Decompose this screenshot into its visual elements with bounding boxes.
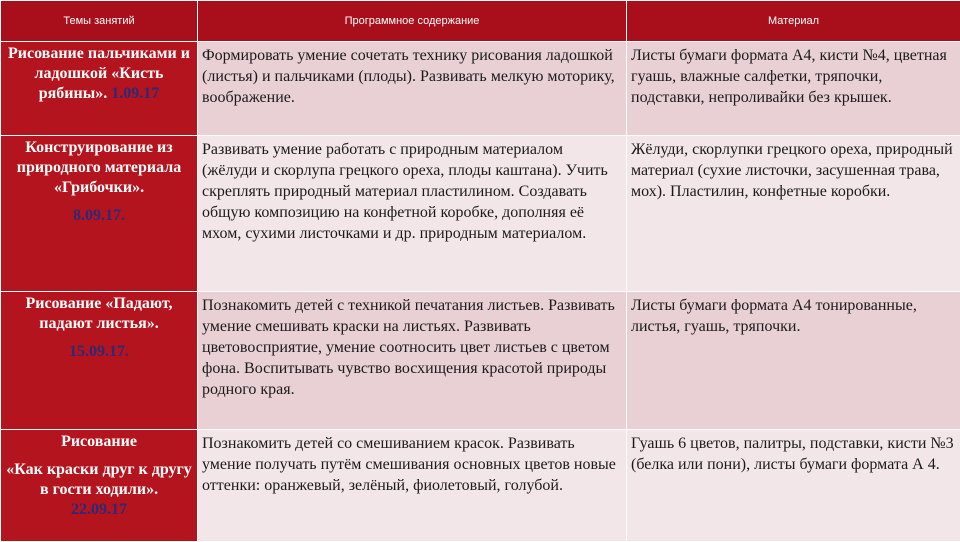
topic-date: 22.09.17 bbox=[5, 500, 193, 520]
table-row bbox=[1, 292, 960, 430]
topic-date: 8.09.17. bbox=[5, 206, 193, 226]
content-cell: Познакомить детей со смешиванием красок. Развивать умение получать путём смешивания основных цветов новые оттенки: оранжевый, зелёный, фиолетовый, голубой. bbox=[198, 430, 627, 542]
material-cell: Жёлуди, скорлупки грецкого ореха, природный материал (сухие листочки, засушенная трава, мох). Пластилин, конфетные коробки. bbox=[627, 136, 960, 292]
header-row bbox=[1, 1, 960, 42]
topic-cell bbox=[1, 292, 198, 430]
header-topic: Темы занятий bbox=[1, 1, 198, 42]
table-row bbox=[1, 136, 960, 292]
material-cell: Гуашь 6 цветов, палитры, подставки, кисти №3 (белка или пони), листы бумаги формата А 4. bbox=[627, 430, 960, 542]
header-material: Материал bbox=[627, 1, 960, 42]
table-row bbox=[1, 430, 960, 542]
header-content: Программное содержание bbox=[198, 1, 627, 42]
topic-title: Рисование пальчиками и ладошкой «Кисть рябины». bbox=[8, 45, 190, 102]
topic-heading: Рисование bbox=[5, 432, 193, 452]
material-cell: Листы бумаги формата А4, кисти №4, цветная гуашь, влажные салфетки, тряпочки, подставки, непроливайки без крышек. bbox=[627, 42, 960, 136]
topic-cell bbox=[1, 136, 198, 292]
material-cell: Листы бумаги формата А4 тонированные, листья, гуашь, тряпочки. bbox=[627, 292, 960, 430]
table-row bbox=[1, 42, 960, 136]
content-cell: Познакомить детей с техникой печатания листьев. Развивать умение смешивать краски на листьях. Развивать цветовосприятие, умение соотносить цвет листьев с цветом фона. Воспитывать чувство восхищения красотой природы родного края. bbox=[198, 292, 627, 430]
topic-cell bbox=[1, 42, 198, 136]
topic-date: 15.09.17. bbox=[5, 342, 193, 362]
content-cell: Развивать умение работать с природным материалом (жёлуди и скорлупа грецкого ореха, плоды каштана). Учить скреплять природный материал пластилином. Создавать общую композицию на конфетной коробке, дополняя её мхом, сухими листочками и др. природным материалом. bbox=[198, 136, 627, 292]
topic-title: «Как краски друг к другу в гости ходили». bbox=[5, 460, 193, 500]
topic-cell bbox=[1, 430, 198, 542]
topic-title: Рисование «Падают, падают листья». bbox=[5, 294, 193, 334]
content-cell: Формировать умение сочетать технику рисования ладошкой (листья) и пальчиками (плоды). Развивать мелкую моторику, воображение. bbox=[198, 42, 627, 136]
topic-date: 1.09.17 bbox=[111, 85, 159, 102]
topic-title: Конструирование из природного материала «Грибочки». bbox=[5, 138, 193, 198]
